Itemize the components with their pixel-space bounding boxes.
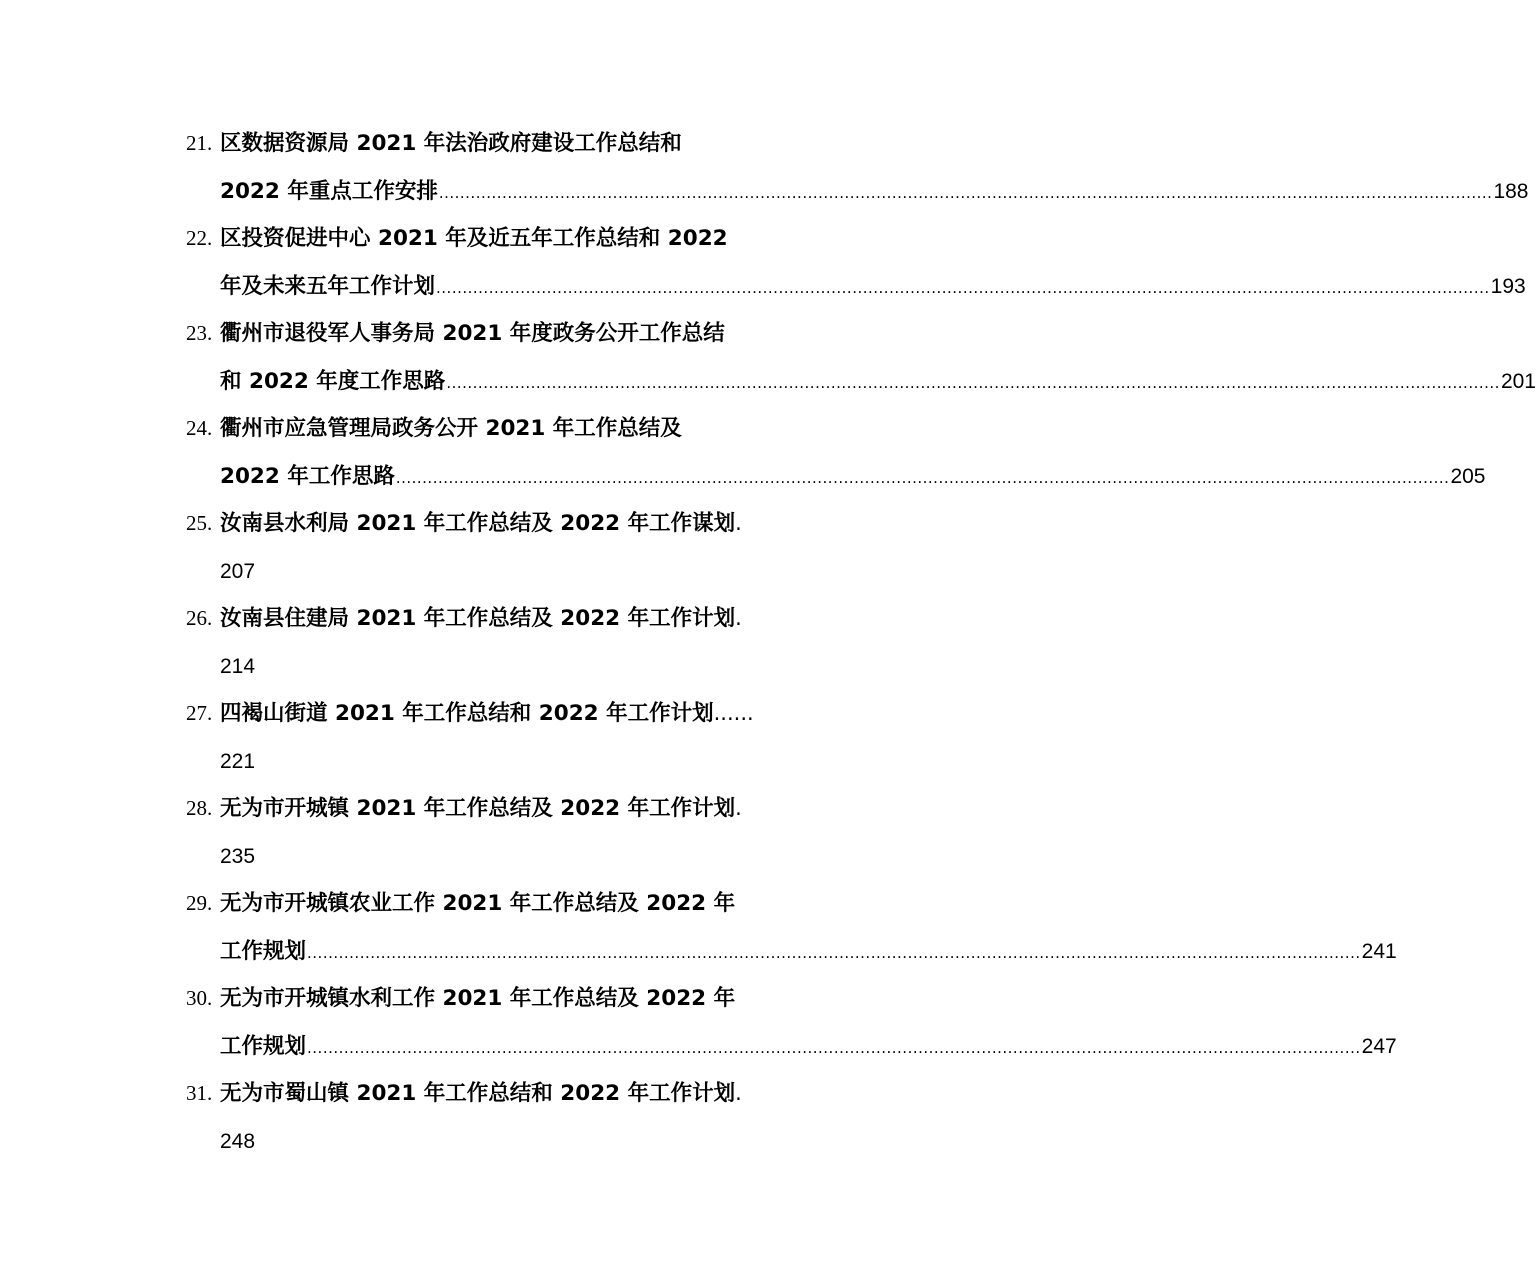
entry-title-continued: 2022 年工作思路 (220, 463, 395, 489)
toc-entry-28[interactable] (186, 785, 772, 880)
entry-title: 汝南县水利局 2021 年工作总结及 2022 年工作谋划 (220, 511, 736, 536)
toc-entry-26[interactable] (186, 595, 772, 690)
toc-entry-21[interactable] (186, 120, 1529, 215)
entry-title: 衢州市应急管理局政务公开 2021 年工作总结及 (220, 416, 682, 441)
toc-entry-31[interactable] (186, 1070, 772, 1165)
dot-leader: ........................................................................................................................................................................................................ (395, 468, 1450, 487)
entry-title-continued: 和 2022 年度工作思路 (220, 368, 446, 394)
entry-number: 26. (186, 606, 213, 630)
page-number: 235 (220, 844, 256, 868)
toc-entry-22[interactable] (186, 215, 1526, 310)
dot-leader: . (735, 606, 742, 630)
entry-number: 25. (186, 511, 213, 535)
entry-title: 四褐山街道 2021 年工作总结和 2022 年工作计划 (220, 701, 714, 726)
entry-title-continued: 年及未来五年工作计划 (220, 273, 436, 299)
entry-number: 30. (186, 986, 213, 1010)
page-number: 247 (1361, 1034, 1397, 1058)
toc-entry-30[interactable] (186, 975, 1397, 1070)
entry-number: 23. (186, 321, 213, 345)
dot-leader: . (735, 1081, 742, 1105)
entry-title: 汝南县住建局 2021 年工作总结及 2022 年工作计划 (220, 606, 736, 631)
entry-number: 31. (186, 1081, 213, 1105)
dot-leader: ........................................................................................................................................................................................................ (307, 1038, 1361, 1057)
entry-number: 24. (186, 416, 213, 440)
entry-title-continued: 工作规划 (220, 1033, 307, 1059)
page-number: 241 (1361, 939, 1397, 963)
dot-leader: ........................................................................................................................................................................................................ (438, 183, 1493, 202)
page-number: 193 (1490, 274, 1526, 298)
page-number: 248 (220, 1129, 256, 1153)
entry-title: 区投资促进中心 2021 年及近五年工作总结和 2022 (220, 226, 728, 251)
entry-title: 无为市开城镇水利工作 2021 年工作总结及 2022 年 (220, 986, 736, 1011)
entry-number: 29. (186, 891, 213, 915)
page-number: 221 (220, 749, 256, 773)
entry-title-continued: 工作规划 (220, 938, 307, 964)
toc-entry-29[interactable] (186, 880, 1397, 975)
entry-title: 无为市开城镇 2021 年工作总结及 2022 年工作计划 (220, 796, 736, 821)
page-number: 214 (220, 654, 256, 678)
page-number: 188 (1493, 179, 1529, 203)
entry-number: 28. (186, 796, 213, 820)
entry-title: 区数据资源局 2021 年法治政府建设工作总结和 (220, 131, 682, 156)
entry-title: 无为市蜀山镇 2021 年工作总结和 2022 年工作计划 (220, 1081, 736, 1106)
entry-title: 无为市开城镇农业工作 2021 年工作总结及 2022 年 (220, 891, 736, 916)
page-number: 201 (1500, 369, 1536, 393)
toc-entry-25[interactable] (186, 500, 772, 595)
table-of-contents (186, 120, 1536, 1165)
dot-leader: . (735, 796, 742, 820)
page-number: 207 (220, 559, 256, 583)
toc-entry-23[interactable] (186, 310, 1536, 405)
dot-leader: ...... (713, 701, 754, 725)
entry-number: 22. (186, 226, 213, 250)
entry-title: 衢州市退役军人事务局 2021 年度政务公开工作总结 (220, 321, 725, 346)
dot-leader: ........................................................................................................................................................................................................ (436, 278, 1490, 297)
toc-entry-24[interactable] (186, 405, 1486, 500)
dot-leader: . (735, 511, 742, 535)
dot-leader: ........................................................................................................................................................................................................ (446, 373, 1500, 392)
toc-entry-27[interactable] (186, 690, 772, 785)
entry-number: 21. (186, 131, 213, 155)
dot-leader: ........................................................................................................................................................................................................ (307, 943, 1361, 962)
entry-title-continued: 2022 年重点工作安排 (220, 178, 438, 204)
page-number: 205 (1450, 464, 1486, 488)
entry-number: 27. (186, 701, 213, 725)
